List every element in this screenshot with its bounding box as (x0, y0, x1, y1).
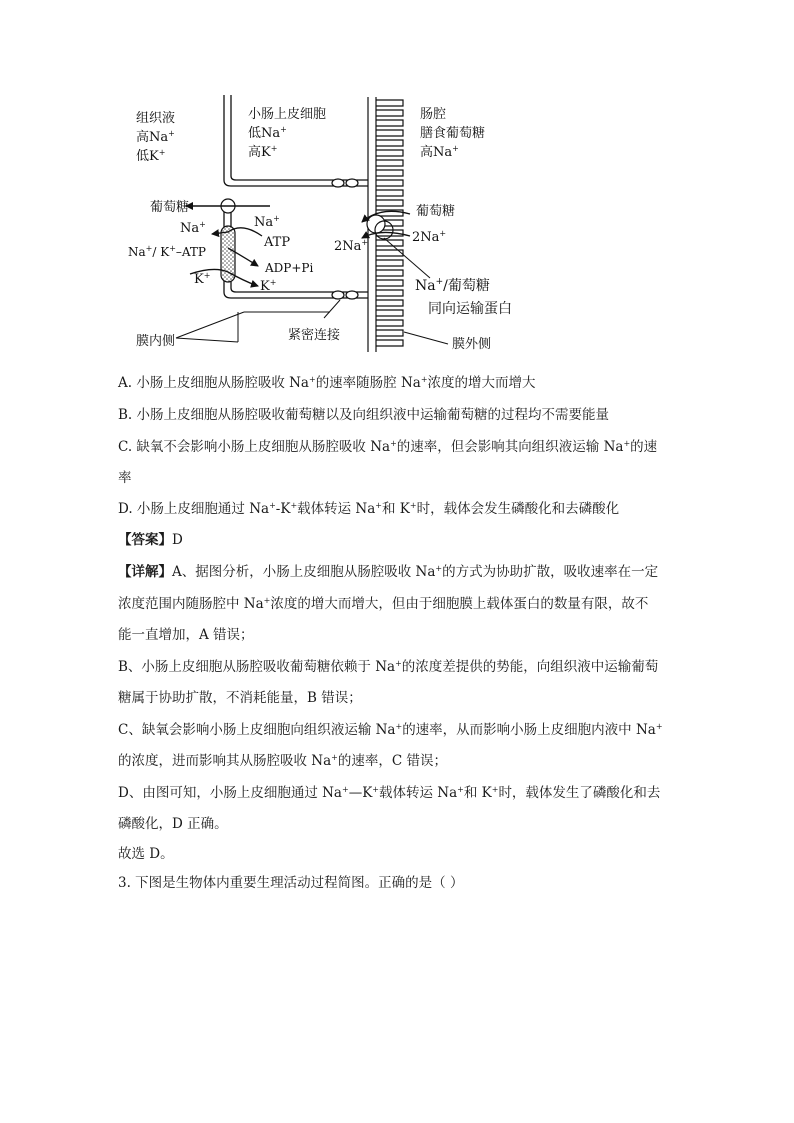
explanation-line-6: C、缺氧会影响小肠上皮细胞向组织液运输 Na+的速率，从而影响小肠上皮细胞内液中 Na+ (118, 722, 663, 738)
atp-label: ATP (264, 235, 291, 250)
svg-text:肠腔: 肠腔 (420, 107, 447, 122)
explanation-label: 【详解】 (118, 564, 172, 580)
tight-junction-top (330, 179, 368, 187)
explanation-line-9: 磷酸化，D 正确。 (118, 816, 228, 832)
explanation-line-5: 糖属于协助扩散，不消耗能量，B 错误； (118, 690, 362, 706)
svg-text:低Na+: 低Na+ (248, 125, 287, 141)
svg-text:高Na+: 高Na+ (420, 144, 459, 160)
explanation-line-4: B、小肠上皮细胞从肠腔吸收葡萄糖依赖于 Na+的浓度差提供的势能，向组织液中运输葡萄 (118, 659, 659, 675)
glucose-out-label: 葡萄糖 (150, 200, 190, 215)
tight-junction-pointer (324, 300, 340, 318)
explanation-line-3: 能一直增加，A 错误； (118, 627, 254, 643)
glucose-transporter-basolateral (186, 199, 270, 213)
intestinal-transport-figure (0, 0, 794, 360)
epithelial-cell-label (248, 106, 326, 160)
svg-text:高Na+: 高Na+ (136, 129, 175, 145)
svg-text:小肠上皮细胞: 小肠上皮细胞 (248, 107, 327, 122)
na-in-label: Na+ (254, 214, 280, 230)
option-c: C. 缺氧不会影响小肠上皮细胞从肠腔吸收 Na+的速率，但会影响其向组织液运输 Na+的速 (118, 439, 658, 455)
explanation-line-7: 的浓度，进而影响其从肠腔吸收 Na+的速率，C 错误； (118, 753, 447, 769)
symporter-label-line1: Na+/葡萄糖 (415, 277, 490, 294)
explanation-line-2: 浓度范围内随肠腔中 Na+浓度的增大而增大，但由于细胞膜上载体蛋白的数量有限，故不 (118, 596, 649, 612)
conclusion-line: 故选 D。 (118, 846, 174, 862)
k-out-label: K+ (260, 278, 277, 294)
answer-label: 【答案】 (118, 532, 172, 548)
symporter-label-line2: 同向运输蛋白 (428, 301, 512, 317)
svg-text:低K+: 低K+ (136, 148, 166, 164)
glucose-in-label: 葡萄糖 (416, 204, 456, 219)
option-b: B. 小肠上皮细胞从肠腔吸收葡萄糖以及向组织液中运输葡萄糖的过程均不需要能量 (118, 407, 610, 423)
svg-text:组织液: 组织液 (136, 111, 176, 126)
explanation-line-8: D、由图可知，小肠上皮细胞通过 Na+—K+载体转运 Na+和 K+时，载体发生了磷酸化和去 (118, 785, 661, 801)
svg-text:膳食葡萄糖: 膳食葡萄糖 (420, 126, 486, 141)
tight-junction-bottom (330, 291, 368, 299)
answer-value: D (172, 532, 183, 548)
inner-side-label: 膜内侧 (136, 334, 176, 349)
explanation-line-1: 【详解】A、据图分析，小肠上皮细胞从肠腔吸收 Na+的方式为协助扩散，吸收速率在一定 (118, 564, 659, 580)
lumen-label (420, 107, 485, 160)
svg-text:高K+: 高K+ (248, 144, 278, 160)
two-na-right-label: 2Na+ (412, 229, 447, 245)
tissue-fluid-label (136, 110, 175, 164)
option-c-continued: 率 (118, 470, 132, 486)
tight-junction-label: 紧密连接 (288, 328, 341, 343)
outer-side-pointer (404, 332, 448, 344)
k-in-label: K+ (194, 271, 211, 287)
answer-line (118, 531, 183, 549)
pump-label: Na+/ K+–ATP (128, 244, 206, 259)
na-out-label: Na+ (180, 220, 206, 236)
option-d: D. 小肠上皮细胞通过 Na+-K+载体转运 Na+和 K+时，载体会发生磷酸化和去磷酸化 (118, 501, 620, 517)
outer-side-label: 膜外侧 (452, 337, 492, 352)
two-na-left-label: 2Na+ (334, 238, 369, 254)
adp-pi-label: ADP+Pi (265, 261, 314, 275)
question-3: 3. 下图是生物体内重要生理活动过程简图。正确的是（ ） (118, 875, 464, 891)
option-a: A. 小肠上皮细胞从肠腔吸收 Na+的速率随肠腔 Na+浓度的增大而增大 (118, 375, 536, 391)
